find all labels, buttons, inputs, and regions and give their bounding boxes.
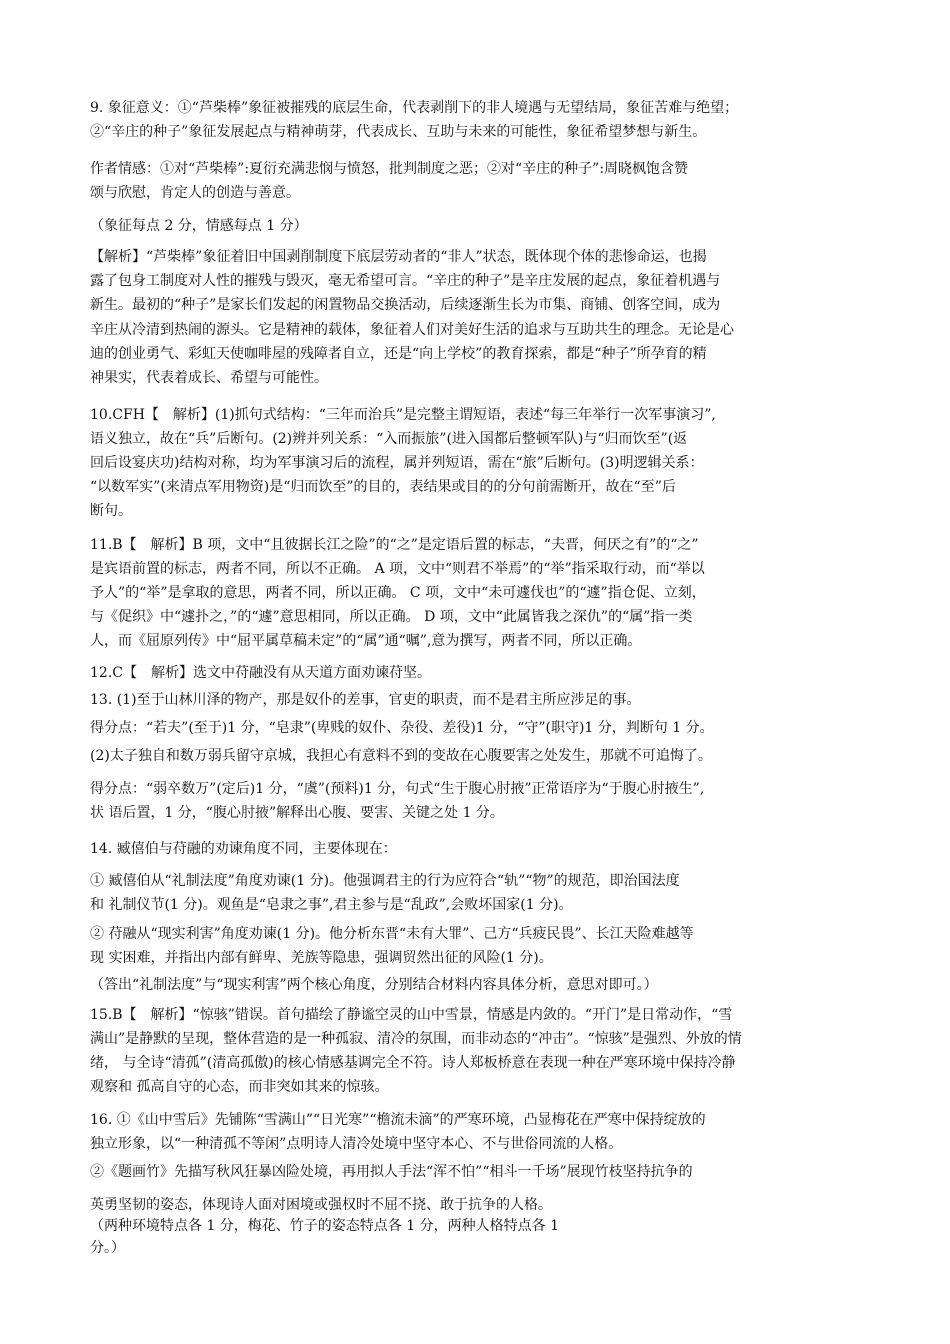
q9-emotion-line-2: 颂与欣慰，肯定人的创造与善意。 xyxy=(90,185,300,201)
q16-line-b1: ②《题画竹》先描写秋风狂暴凶险处境，再用拟人手法“浑不怕”“相斗一千场”展现竹枝坚持抗争的 xyxy=(90,1164,693,1180)
q10-line: 10.CFH【 解析】(1)抓句式结构：“三年而治兵”是完整主谓短语，表述“每三年举行一次军事演习”, xyxy=(90,407,716,423)
q9-analysis-line: 神果实，代表着成长、希望与可能性。 xyxy=(90,370,328,386)
q11-line: 人，而《屈原列传》中“屈平属草稿未定”的“属”通“嘱”,意为撰写，两者不同，所以正确。 xyxy=(90,633,642,649)
q11-line: 予人”的“举”是拿取的意思，两者不同，所以正确。 C 项，文中“未可遽伐也”的“遽”指仓促、立刻， xyxy=(90,585,706,601)
q14-point-1b: 和 礼制仪节(1 分)。观鱼是“皂隶之事”,君主参与是“乱政”,会败坏国家(1 分)。 xyxy=(90,897,573,913)
q15-line: 绪， 与全诗“清孤”(清高孤傲)的核心情感基调完全不符。诗人郑板桥意在表现一种在严寒环境中保持冷静 xyxy=(90,1055,736,1071)
q9-symbol-line-1: 9. 象征意义：①“芦柴棒”象征被摧残的底层生命，代表剥削下的非人境遇与无望结局，象征苦难与绝望； xyxy=(90,100,739,116)
q9-symbol-line-2: ②“辛庄的种子”象征发展起点与精神萌芽，代表成长、互助与未来的可能性，象征希望梦想与新生。 xyxy=(90,124,707,140)
q10-line: “以数军实”(来清点军用物资)是“归而饮至”的目的，表结果或目的的分句前需断开，故在“至”后 xyxy=(90,479,676,495)
q16-note-1: （两种环境特点各 1 分，梅花、竹子的姿态特点各 1 分，两种人格特点各 1 xyxy=(90,1218,559,1234)
q11-line: 与《促织》中“遽扑之，”的“遽”意思相同，所以正确。 D 项，文中“此属皆我之深仇”的“属”指一类 xyxy=(90,609,693,625)
q14-note: （答出“礼制法度”与“现实利害”两个核心角度，分别结合材料内容具体分析，意思对即可。） xyxy=(90,977,658,993)
q9-analysis-line: 【解析】“芦柴棒”象征着旧中国剥削制度下底层劳动者的“非人”状态，既体现个体的悲惨命运，也揭 xyxy=(90,249,707,265)
q14-point-1a: ① 臧僖伯从“礼制法度”角度劝谏(1 分)。他强调君主的行为应符合“轨”“物”的规范，即治国法度 xyxy=(90,873,680,889)
q13-translation-1: 13. (1)至于山林川泽的物产，那是奴仆的差事，官吏的职责，而不是君主所应涉足的事。 xyxy=(90,692,641,708)
q9-analysis-line: 露了包身工制度对人性的摧残与毁灭，毫无希望可言。“辛庄的种子”是辛庄发展的起点，象征着机遇与 xyxy=(90,273,721,289)
q15-line: 观察和 孤高自守的心态，而非突如其来的惊骇。 xyxy=(90,1079,389,1095)
q9-analysis-line: 辛庄从冷清到热闹的源头。它是精神的载体，象征着人们对美好生活的追求与互助共生的理念。无论是心 xyxy=(90,322,734,338)
q10-line: 语义独立，故在“兵”后断句。(2)辨并列关系：“入而振旅”(进入国都后整顿军队)与“归而饮至”(返 xyxy=(90,431,688,447)
q12-line: 12.C【 解析】选文中苻融没有从天道方面劝谏苻坚。 xyxy=(90,665,431,681)
q11-line: 是宾语前置的标志，两者不同，所以不正确。 A 项，文中“则君不举焉”的“举”指采取行动，而“举以 xyxy=(90,561,705,577)
q13-scoring-1: 得分点：“若夫”(至于)1 分，“皂隶”(卑贱的奴仆、杂役、差役)1 分，“守”(职守)1 分，判断句 1 分。 xyxy=(90,720,714,736)
q10-line: 回后设宴庆功)结构对称，均为军事演习后的流程，属并列短语，需在“旅”后断句。(3)明逻辑关系： xyxy=(90,455,704,471)
q13-translation-2: (2)太子独自和数万弱兵留守京城，我担心有意料不到的变故在心腹要害之处发生，那就不可追悔了。 xyxy=(90,748,712,764)
q16-line-b2: 英勇坚韧的姿态，体现诗人面对困境或强权时不屈不挠、敢于抗争的人格。 xyxy=(90,1197,552,1213)
q16-line-a1: 16. ①《山中雪后》先铺陈“雪满山”“日光寒”“檐流未滴”的严寒环境，凸显梅花在严寒中保持绽放的 xyxy=(90,1112,706,1128)
q15-line: 15.B【 解析】“惊骇”错误。首句描绘了静谧空灵的山中雪景，情感是内敛的。“开门”是日常动作，“雪 xyxy=(90,1007,733,1023)
q10-line: 断句。 xyxy=(90,503,132,519)
q9-analysis-line: 迪的创业勇气、彩虹天使咖啡屋的残障者自立，还是“向上学校”的教育探索，都是“种子”所孕育的精 xyxy=(90,346,707,362)
q14-point-2a: ② 苻融从“现实利害”角度劝谏(1 分)。他分析东晋“未有大罪”、己方“兵疲民畏”、长江天险难越等 xyxy=(90,926,694,942)
q14-intro: 14. 臧僖伯与苻融的劝谏角度不同，主要体现在： xyxy=(90,841,397,857)
q9-analysis-line: 新生。最初的“种子”是家长们发起的闲置物品交换活动，后续逐渐生长为市集、商铺、创客空间，成为 xyxy=(90,297,721,313)
q15-line: 满山”是静默的呈现，整体营造的是一种孤寂、清冷的氛围，而非动态的“冲击”。“惊骇”是强烈、外放的情 xyxy=(90,1031,742,1047)
q16-note-2: 分。） xyxy=(90,1240,125,1256)
q16-line-a2: 独立形象，以“一种清孤不等闲”点明诗人清冷处境中坚守本心、不与世俗同流的人格。 xyxy=(90,1136,623,1152)
q11-line: 11.B【 解析】B 项，文中“且彼据长江之险”的“之”是定语后置的标志，“夫晋，何厌之有”的“之” xyxy=(90,537,699,553)
q13-scoring-2b: 状 语后置，1 分，“腹心肘掖”解释出心腹、要害、关键之处 1 分。 xyxy=(90,805,504,821)
q9-emotion-line-1: 作者情感：①对“芦柴棒”:夏衍充满悲悯与愤怒，批判制度之恶；②对“辛庄的种子”:周晓枫饱含赞 xyxy=(90,161,689,177)
q9-score-note: （象征每点 2 分，情感每点 1 分） xyxy=(90,218,308,234)
q13-scoring-2a: 得分点：“弱卒数万”(定后)1 分，“虞”(预料)1 分，句式“生于腹心肘掖”正常语序为“于腹心肘掖生”, xyxy=(90,781,705,797)
q14-point-2b: 现 实困难，并指出内部有鲜卑、羌族等隐患，强调贸然出征的风险(1 分)。 xyxy=(90,950,553,966)
